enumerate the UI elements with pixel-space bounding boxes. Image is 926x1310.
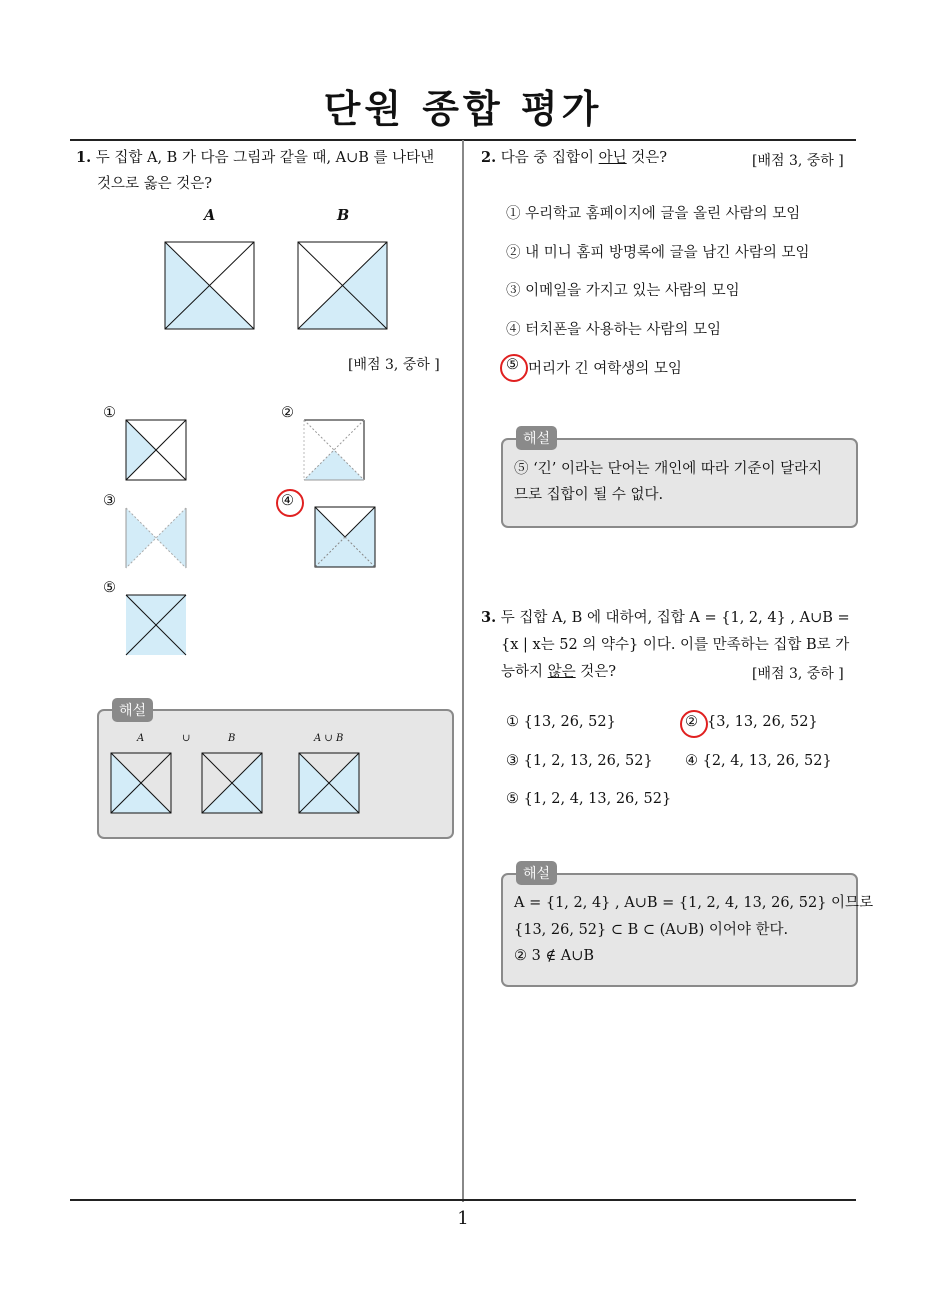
q2-prompt-underline: 아닌 [598,150,627,166]
q3-line1 [481,605,850,631]
q2-score: [배점 3, 중하 ] [752,153,844,169]
q1-explanation-tag: 해설 [112,698,153,722]
q3-expl-line-1: A = {1, 2, 4} , A∪B = {1, 2, 4, 13, 26, 52} 이므로 [514,895,874,911]
q1-number: 1. [76,149,92,166]
q2-choice-5-number[interactable]: ⑤ [506,357,519,373]
q3-text-3 [501,659,616,685]
q1-choice-4-diagram[interactable] [314,506,376,568]
q1-choice-5-label[interactable]: ⑤ [103,580,116,596]
page-title: 단원 종합 평가 [323,87,603,131]
q1-text-2: 것으로 옳은 것은? [97,176,213,192]
q3-explanation-tag: 해설 [516,861,557,885]
q1-choice-4-label[interactable]: ④ [281,493,294,509]
q3-expl-line-3: ② 3 ∉ A∪B [514,948,595,964]
q3-score: [배점 3, 중하 ] [752,666,844,682]
page-number: 1 [457,1208,469,1229]
q1-choice-1-label[interactable]: ① [103,405,116,421]
q3-text-3-pre: 능하지 [501,664,548,680]
q1-expl-label-b: B [228,733,236,744]
q1-expl-diagram-aub [298,752,360,814]
q2-explanation-tag: 해설 [516,426,557,450]
q1-expl-label-union: ∪ [182,733,191,744]
q3-choice-4[interactable]: ④ {2, 4, 13, 26, 52} [685,753,832,769]
q1-choice-5-diagram[interactable] [125,594,187,656]
q2-prompt-pre: 다음 중 집합이 [500,150,599,166]
q1-choice-2-label[interactable]: ② [281,405,294,421]
q1-line1 [76,145,434,171]
q2-number: 2. [481,149,497,166]
q2-choice-3[interactable]: ③ 이메일을 가지고 있는 사람의 모임 [506,283,740,299]
q3-text-3-post: 것은? [575,664,617,680]
q3-choice-3[interactable]: ③ {1, 2, 13, 26, 52} [506,753,653,769]
q3-choice-5[interactable]: ⑤ {1, 2, 4, 13, 26, 52} [506,791,672,807]
q1-score: [배점 3, 중하 ] [348,357,440,373]
q1-expl-diagram-b [201,752,263,814]
q1-expl-label-a: A [137,733,145,744]
q1-choice-3-diagram[interactable] [125,507,187,569]
q3-text-3-underline: 않은 [547,664,576,680]
q2-expl-line-2: 므로 집합이 될 수 없다. [514,487,664,503]
q1-text-1: 두 집합 A, B 가 다음 그림과 같을 때, A∪B 를 나타낸 [95,150,435,166]
q1-expl-label-aub: A ∪ B [314,733,344,744]
q1-choice-2-diagram[interactable] [303,419,365,481]
q3-text-1: 두 집합 A, B 에 대하여, 집합 A = {1, 2, 4} , A∪B = [500,610,850,626]
q3-number: 3. [481,609,497,626]
q3-expl-line-2: {13, 26, 52} ⊂ B ⊂ (A∪B) 이어야 한다. [514,922,789,938]
q2-choice-2[interactable]: ② 내 미니 홈피 방명록에 글을 남긴 사람의 모임 [506,245,810,261]
q3-text-2: {x | x는 52 의 약수} 이다. 이를 만족하는 집합 B로 가 [501,637,850,653]
q1-choice-3-label[interactable]: ③ [103,493,116,509]
q1-diagram-a [164,241,255,330]
q2-prompt [481,145,667,171]
q2-choice-5-text[interactable]: 머리가 긴 여학생의 모임 [528,361,682,377]
q3-choice-2-text[interactable]: {3, 13, 26, 52} [707,714,818,730]
q1-label-a: A [204,207,216,224]
bottom-rule [70,1199,856,1201]
q3-choice-1[interactable]: ① {13, 26, 52} [506,714,616,730]
q2-expl-line-1: ⑤ ‘긴’ 이라는 단어는 개인에 따라 기준이 달라지 [514,461,823,477]
q2-choice-1[interactable]: ① 우리학교 홈페이지에 글을 올린 사람의 모임 [506,206,801,222]
q1-label-b: B [337,207,350,224]
column-divider [462,140,464,1202]
q3-choice-2-number[interactable]: ② [685,714,698,730]
q1-choice-1-diagram[interactable] [125,419,187,481]
q2-prompt-post: 것은? [626,150,668,166]
q1-expl-diagram-a [110,752,172,814]
q1-diagram-b [297,241,388,330]
q2-choice-4[interactable]: ④ 터치폰을 사용하는 사람의 모임 [506,322,722,338]
